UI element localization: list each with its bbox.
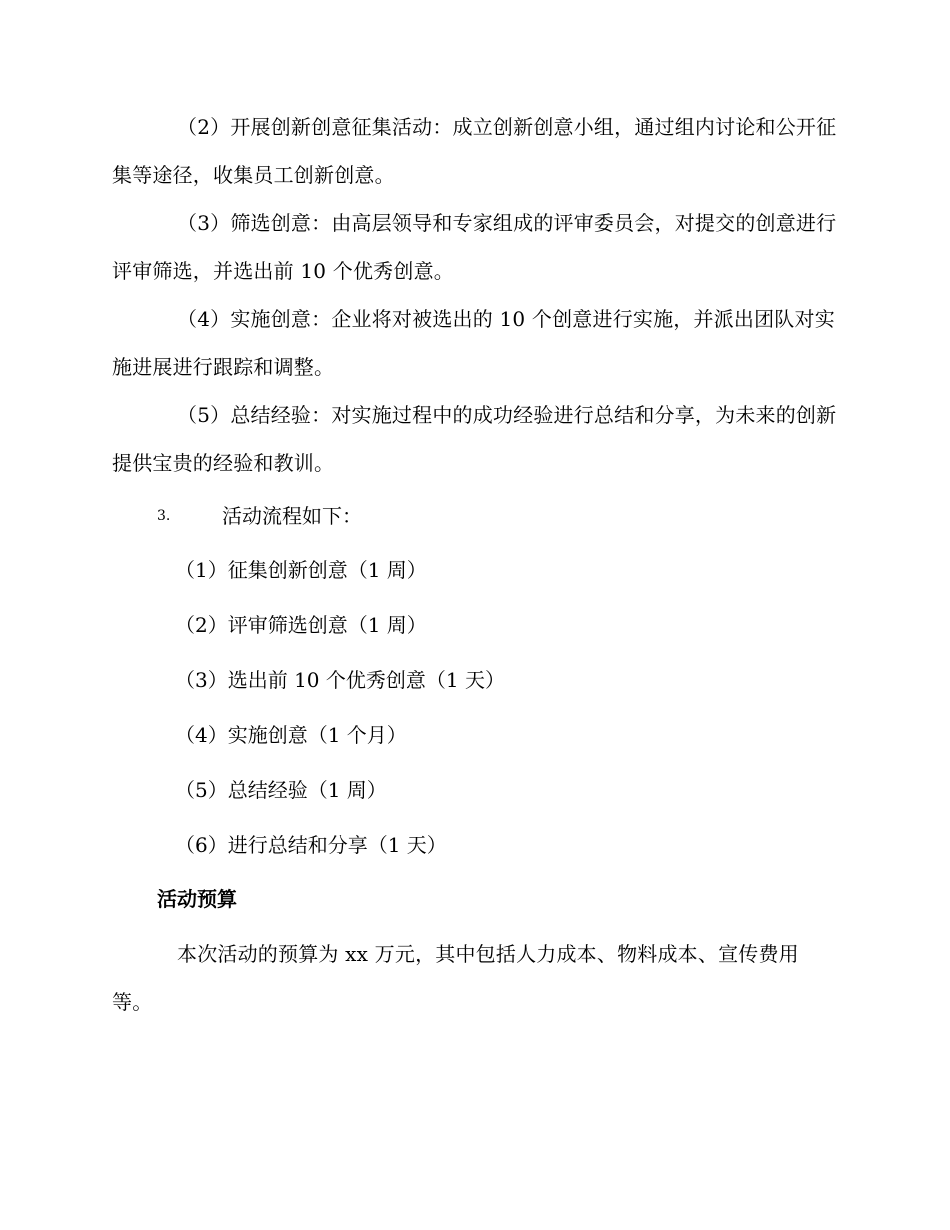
flow-step: （1）征集创新创意（1 周） <box>175 558 427 582</box>
flow-step: （6）进行总结和分享（1 天） <box>175 833 447 857</box>
paragraph-idea-screening: （3）筛选创意：由高层领导和专家组成的评审委员会，对提交的创意进行评审筛选，并选出前 10 个优秀创意。 <box>112 211 837 283</box>
flow-step: （5）总结经验（1 周） <box>175 778 387 802</box>
paragraph-idea-collection: （2）开展创新创意征集活动：成立创新创意小组，通过组内讨论和公开征集等途径，收集员工创新创意。 <box>112 115 837 187</box>
section-heading-budget: 活动预算 <box>157 887 237 911</box>
paragraph-experience-summary: （5）总结经验：对实施过程中的成功经验进行总结和分享，为未来的创新提供宝贵的经验和教训。 <box>112 403 837 475</box>
flow-step: （3）选出前 10 个优秀创意（1 天） <box>175 668 505 692</box>
list-item-heading: 活动流程如下： <box>222 504 362 528</box>
flow-step: （4）实施创意（1 个月） <box>175 723 407 747</box>
flow-step: （2）评审筛选创意（1 周） <box>175 613 427 637</box>
paragraph-budget: 本次活动的预算为 xx 万元，其中包括人力成本、物料成本、宣传费用等。 <box>112 942 799 1014</box>
list-number: 3. <box>157 508 171 524</box>
paragraph-idea-implementation: （4）实施创意：企业将对被选出的 10 个创意进行实施，并派出团队对实施进展进行跟踪和调整。 <box>112 307 835 379</box>
